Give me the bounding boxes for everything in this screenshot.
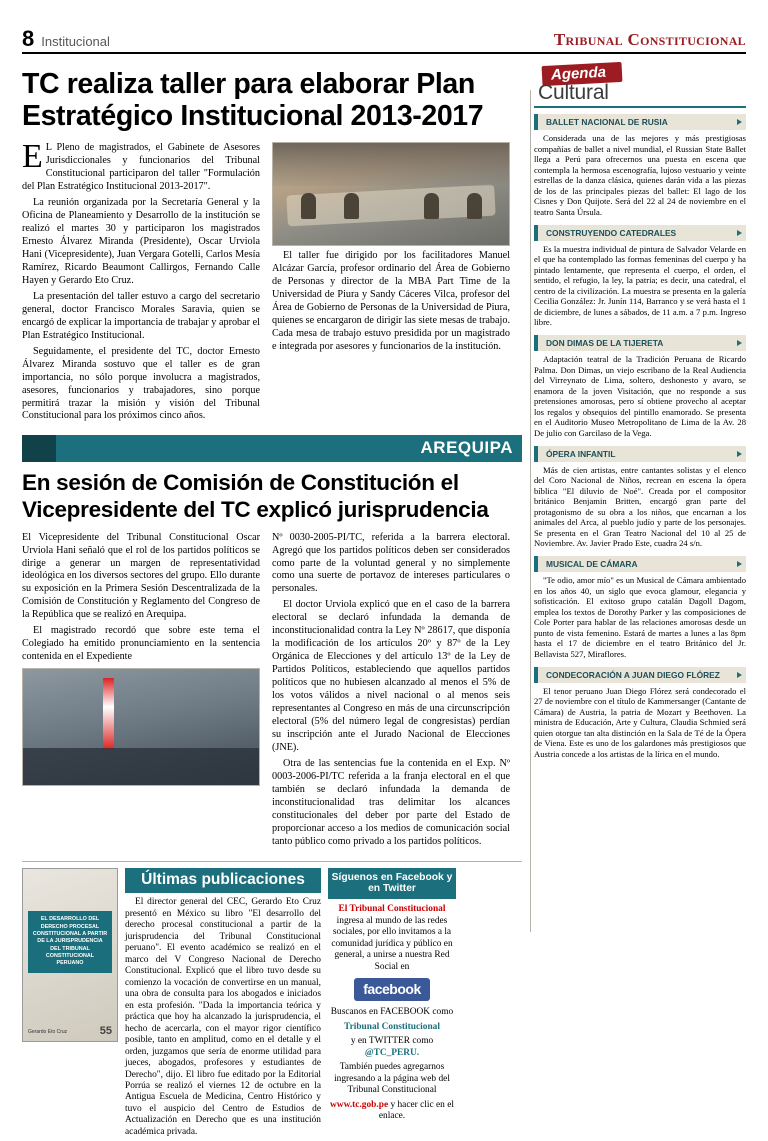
social-intro: [328, 904, 456, 973]
agenda-item: [534, 335, 746, 439]
paragraph: La reunión organizada por la Secretaría General y la Oficina de Planeamiento y Desarrollo de la institución se realizó el martes 30 y participaron los magistrados Ernesto Álvarez Miranda (Presidente), Oscar Urviola Hani (Vicepresidente), Juan Vergara Gotelli, Carlos Mesía Ramírez, Ricardo Beaumont Callirgos, Fernando Calle Hayen y Gerardo Eto Cruz.: [22, 197, 260, 286]
left-column: [22, 64, 522, 1141]
social-title: Síguenos en Facebook y en Twitter: [328, 868, 456, 899]
agenda-item-title[interactable]: CONSTRUYENDO CATEDRALES: [534, 225, 746, 241]
publications-box: [125, 868, 321, 1141]
page-body: [22, 64, 746, 1141]
social-twitter-line: [328, 1036, 456, 1059]
second-article-col-2: [272, 532, 510, 852]
column-divider: [530, 90, 531, 932]
paragraph: Otra de las sentencias fue la contenida en el Exp. Nº 0003-2006-PI/TC referida a la franja electoral en el que también se declaró infundada la demanda de inconstitucionalidad tras delimitar los alcances constitucionales del deber por parte del Estado de proporcionar acceso a los medios de comunicación social tanto público como privado a los partidos políticos.: [272, 757, 510, 847]
main-article-col-2: [272, 142, 510, 426]
main-article: [22, 138, 522, 426]
agenda-item-title[interactable]: ÓPERA INFANTIL: [534, 446, 746, 462]
book-cover-number: 55: [99, 1025, 112, 1038]
photo-caption: El taller fue dirigido por los facilitadores Manuel Alcázar García, profesor ordinario del Área de Gobierno de Personas y director de la MBA Part Time de la Universidad de Piura y Sandy Cáceres Vilca, profesor del Área de Gobierno de Personas de la Universidad de Piura, quienes se encargaron de dirigir las siete mesas de trabajo. Cada mesa de trabajo estuvo presidida por un magistrado e integrada por asesores y funcionarios de la institución.: [272, 250, 510, 353]
newspaper-page: [0, 26, 768, 1137]
book-cover: [22, 868, 118, 1042]
bottom-section: [22, 861, 522, 1141]
agenda-cultural: [534, 64, 746, 1141]
website-link[interactable]: www.tc.gob.pe: [330, 1099, 389, 1110]
social-also-line: También puedes agregarnos ingresando a la página web del Tribunal Constitucional: [334, 1062, 450, 1096]
workshop-photo: [272, 142, 510, 246]
agenda-item: [534, 114, 746, 218]
paragraph: EL Pleno de magistrados, el Gabinete de Asesores Jurisdiccionales y funcionarios del Tribunal Constitucional participaron del taller "Formulación del Plan Estratégico Institucional 2013-2017".: [22, 138, 260, 193]
paragraph: Nº 0030-2005-PI/TC, referida a la barrera electoral. Agregó que los partidos políticos deben ser considerados como parte de la voluntad general y no simplemente como una suerte de portavoz de intereses particulares o personales.: [272, 531, 510, 595]
social-web-tail: y hacer clic en el enlace.: [378, 1099, 454, 1122]
agenda-item-text: El tenor peruano Juan Diego Flórez será condecorado el 27 de noviembre con el título de Kammersanger (Cantante de Cámara) de Austria, la patria de Mozart y Beethoven. La ministra de Educación, Arte y Cultura, Claudia Schmied será quien otorgue tan alta distinción en la Sala de Té de la Ópera de Viena. Este es uno de los galardones más prestigiosos que Austria concede a los artistas de la lírica en el mundo.: [534, 685, 746, 759]
page-title: TC realiza taller para elaborar Plan Estratégico Institucional 2013-2017: [22, 68, 484, 133]
social-twitter-label: y en TWITTER como: [350, 1036, 434, 1047]
agenda-item-title[interactable]: CONDECORACIÓN A JUAN DIEGO FLÓREZ: [534, 667, 746, 683]
paragraph: El doctor Urviola explicó que en el caso de la barrera electoral se declaró infundada la demanda de inconstitucionalidad contra la Ley Nº 28617, que disponía la modificación de los artículos 20º y 87º de la Ley Orgánica de Elecciones y del artículo 13º de la Ley de Partidos Políticos, estableciendo que aquellos partidos políticos que no hubiesen alcanzado al menos el 5% de los votos válidos a nivel nacional o al menos seis representantes al Congreso en más de una circunscripción electoral (5% del número legal de congresistas) perdían su inscripción ante el Jurado Nacional de Elecciones (JNE).: [272, 599, 510, 753]
masthead-left: [22, 28, 110, 50]
session-photo: [22, 668, 260, 786]
second-article-title: En sesión de Comisión de Constitución el Vicepresidente del TC explicó jurisprudencia: [22, 470, 489, 522]
agenda-item-title[interactable]: BALLET NACIONAL DE RUSIA: [534, 114, 746, 130]
page-number: 8: [22, 26, 35, 51]
social-intro-rest: ingresa al mundo de las redes sociales, por ello invitamos a la comunidad jurídica y público en general, a unirse a nuestra Red Social en: [331, 915, 453, 972]
region-band: AREQUIPA: [22, 435, 522, 462]
agenda-item-title[interactable]: DON DIMAS DE LA TIJERETA: [534, 335, 746, 351]
agenda-header: [534, 64, 746, 108]
agenda-subtitle: Cultural: [538, 81, 609, 104]
publications-title: Últimas publicaciones: [125, 868, 321, 893]
agenda-item: [534, 446, 746, 550]
paragraph: El magistrado recordó que sobre este tema el Colegiado ha emitido pronunciamiento en la sentencia contenida en el Expediente: [22, 625, 260, 663]
second-article: [22, 532, 522, 852]
social-search-line: Buscanos en FACEBOOK como: [330, 1007, 454, 1018]
agenda-item: [534, 225, 746, 329]
agenda-item-title[interactable]: MUSICAL DE CÁMARA: [534, 556, 746, 572]
social-intro-bold: El Tribunal Constitucional: [338, 904, 446, 915]
book-cover-author: Gerardo Eto Cruz: [28, 1029, 68, 1036]
social-fb-name: Tribunal Constitucional: [344, 1021, 440, 1032]
agenda-item-text: Es la muestra individual de pintura de Salvador Velarde en el que ha contemplado las formas femeninas del cuerpo y ha pintado lentamente, que representa el cuerpo, el orden, el sentido, el refugio, la ley, la patria; es decir, una catedral, el centro de la civilización. La muestra se presenta en la galería Cecilia González: Jr. Junín 114, Barranco y se verá hasta el 1 de diciembre, de lunes a sábados, de 11 a.m. a 7 p.m. Ingreso libre.: [534, 243, 746, 328]
agenda-item: [534, 667, 746, 760]
publication-title: Tribunal Constitucional: [553, 30, 746, 49]
social-web-line: [328, 1100, 456, 1123]
agenda-item-text: "Te odio, amor mío" es un Musical de Cámara ambientado en los años 40, un siglo que evoca glamour, elegancia y sofisticación. El exitoso grupo catalán Dagoll Dagom, emplea los textos de Dorothy Parker y las composiciones de Cole Porter para hablar de las relaciones amorosas desde un punto de vista femenino. Estará de martes a lunes a las 8pm hasta el 17 de diciembre en el teatro Británico del Jr. Bellavista 527, Miraflores.: [534, 575, 746, 659]
publications-text: El director general del CEC, Gerardo Eto Cruz presentó en México su libro "El desarrollo del derecho procesal constitucional a partir de la jurisprudencia del Tribunal Constitucional peruano". El evento académico se realizó en el marco del V Congreso Nacional de Derecho Constitucional. Explicó que el libro tuvo desde su comienzo la vocación de convertirse en un manual, una obra de consulta para los abogados e iniciados en esta profesión. "Dada la importancia teórica y práctica que hoy ha alcanzado la jurisprudencia, el hecho de acercarla, con el mayor rigor científico posible, tanto en amplitud, como en el detalle y el orden, juzgamos que sería de enorme utilidad para jueces, abogados, profesores y estudiantes de Derecho", dijo. El libro fue editado por la Editorial Porrúa se realizó el viernes 12 de octubre en la Antigua Escuela de Medicina, Centro Histórico y tuvo el auspicio del Centro de Estudios de Actualización en Derecho que es una institución académica privada.: [125, 897, 321, 1137]
paragraph: El Vicepresidente del Tribunal Constitucional Oscar Urviola Hani señaló que el rol de los partidos políticos se dirige a generar un margen de representatividad ideológica en los diversos sectores del grupo. Ello durante su exposición en la Primera Sesión Descentralizada de la Comisión de Constitución y Reglamento del Congreso de la República que se realizó en Arequipa.: [22, 531, 260, 621]
agenda-badge: Agenda: [542, 62, 623, 86]
facebook-icon[interactable]: facebook: [354, 978, 430, 1001]
second-article-col-1: [22, 532, 260, 852]
social-twitter-handle: @TC_PERU.: [364, 1047, 420, 1058]
masthead: [22, 28, 746, 54]
agenda-item-text: Adaptación teatral de la Tradición Peruana de Ricardo Palma. Don Dimas, un viejo escribano de la Real Audiencia del Virreynato de Lima, soltero, deshonesto y avaro, se enamora de la joven Visitación, que no responde a sus pretensiones amorosas, pero sí obtiene provecho al aceptar los regalos y obsequios del pintillo enamorado. Se presenta en el Auditorio Museo Metropolitano de Lima de la Av. 28 De julio con Garcilaso de la Vega.: [534, 354, 746, 438]
book-cover-title: EL DESARROLLO DEL DERECHO PROCESAL CONSTITUCIONAL A PARTIR DE LA JURISPRUDENCIA DEL TRIBUNAL CONSTITUCIONAL PERUANO: [28, 911, 112, 972]
paragraph: La presentación del taller estuvo a cargo del secretario general, doctor Francisco Morales Saravia, quien se encargó de explicar la importancia de trabajar y aprobar el Plan Estratégico Institucional.: [22, 290, 260, 341]
agenda-item: [534, 556, 746, 660]
main-article-col-1: [22, 138, 260, 426]
agenda-item-text: Más de cien artistas, entre cantantes solistas y el elenco del Coro Nacional de Niños, recrean en escena la ópera bíblica "El diluvio de Noé". Creada por el compositor británico Benjamin Britten, encargó gran parte del protagonismo de su obra a los niños, que encarnan a los animales del Arca, al pueblo judío y parte de los personajes. Se presenta en el Gran Teatro Nacional del 10 al 25 de Noviembre. Av. Javier Prado Este, cuadra 24 s/n.: [534, 464, 746, 549]
agenda-item-text: Considerada una de las mejores y más prestigiosas compañías de ballet a nivel mundial, el Russian State Ballet llega a Perú para ofrecernos una puesta en escena que contempla la hermosa escenografía, lujoso vestuario y veinte estrellas de la danza clásica, quienes darán vida a las piezas de los de las principales piezas del ballet: El lago de los Cisnes y Don Quijote. Será del 22 al 24 de noviembre en el teatro Santa Úrsula.: [534, 133, 746, 217]
section-label: Institucional: [41, 34, 110, 49]
social-box: [328, 868, 456, 1141]
paragraph: Seguidamente, el presidente del TC, doctor Ernesto Álvarez Miranda sostuvo que el taller es de gran importancia, no sólo porque involucra a magistrados, asesores, funcionarios y trabajadores, sino porque permitirá trazar la misión y visión del Tribunal Constitucional para los próximos cinco años.: [22, 345, 260, 422]
